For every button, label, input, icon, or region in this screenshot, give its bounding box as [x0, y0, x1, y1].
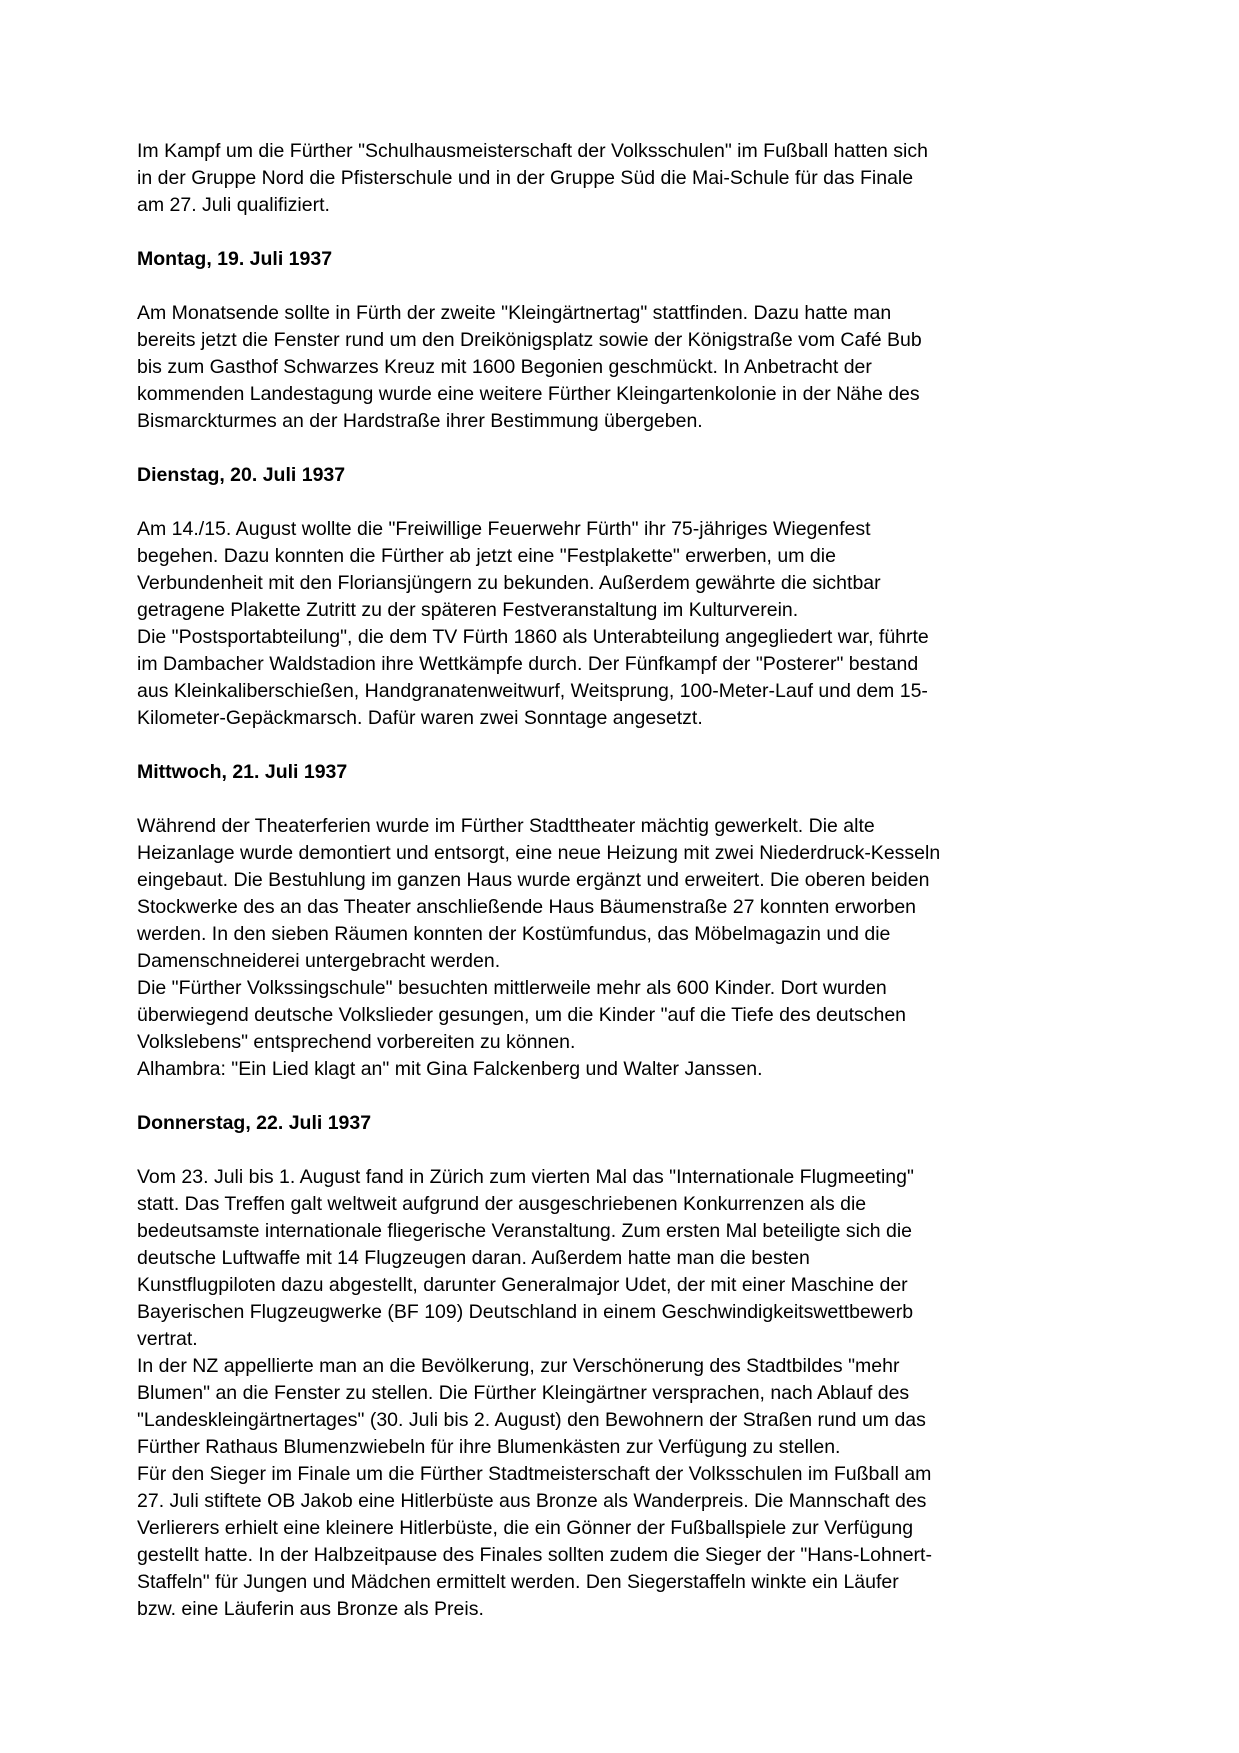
day-heading: Donnerstag, 22. Juli 1937	[137, 1112, 372, 1134]
text-line: begehen. Dazu konnten die Fürther ab jetzt eine "Festplakette" erwerben, um die	[137, 545, 836, 567]
text-line: Stockwerke des an das Theater anschließende Haus Bäumenstraße 27 konnten erworben	[137, 896, 917, 918]
day-heading: Mittwoch, 21. Juli 1937	[137, 761, 348, 783]
text-line: Verlierers erhielt eine kleinere Hitlerbüste, die ein Gönner der Fußballspiele zur Verfügung	[137, 1517, 914, 1539]
text-paragraph	[137, 516, 1111, 732]
text-paragraph	[137, 1164, 1111, 1623]
text-line: Während der Theaterferien wurde im Fürther Stadttheater mächtig gewerkelt. Die alte	[137, 815, 875, 837]
text-line: Heizanlage wurde demontiert und entsorgt, eine neue Heizung mit zwei Niederdruck-Kesseln	[137, 842, 941, 864]
text-line: Die "Postsportabteilung", die dem TV Fürth 1860 als Unterabteilung angegliedert war, führte	[137, 626, 929, 648]
text-line: Im Kampf um die Fürther "Schulhausmeisterschaft der Volksschulen" im Fußball hatten sich	[137, 140, 928, 162]
text-line: bereits jetzt die Fenster rund um den Dreikönigsplatz sowie der Königstraße vom Café Bub	[137, 329, 922, 351]
text-paragraph	[137, 138, 1111, 219]
text-line: überwiegend deutsche Volkslieder gesungen, um die Kinder "auf die Tiefe des deutschen	[137, 1004, 907, 1026]
text-line: 27. Juli stiftete OB Jakob eine Hitlerbüste aus Bronze als Wanderpreis. Die Mannschaft des	[137, 1490, 927, 1512]
text-line: Am 14./15. August wollte die "Freiwillige Feuerwehr Fürth" ihr 75-jähriges Wiegenfest	[137, 518, 871, 540]
day-heading: Montag, 19. Juli 1937	[137, 248, 333, 270]
text-line: bis zum Gasthof Schwarzes Kreuz mit 1600 Begonien geschmückt. In Anbetracht der	[137, 356, 872, 378]
text-line: Kunstflugpiloten dazu abgestellt, darunter Generalmajor Udet, der mit einer Maschine der	[137, 1274, 908, 1296]
day-heading: Dienstag, 20. Juli 1937	[137, 464, 346, 486]
text-line: Fürther Rathaus Blumenzwiebeln für ihre Blumenkästen zur Verfügung zu stellen.	[137, 1436, 841, 1458]
text-line: Vom 23. Juli bis 1. August fand in Zürich zum vierten Mal das "Internationale Flugmeeting"	[137, 1166, 914, 1188]
text-line: Alhambra: "Ein Lied klagt an" mit Gina Falckenberg und Walter Janssen.	[137, 1058, 763, 1080]
text-line: deutsche Luftwaffe mit 14 Flugzeugen daran. Außerdem hatte man die besten	[137, 1247, 810, 1269]
text-line: Kilometer-Gepäckmarsch. Dafür waren zwei Sonntage angesetzt.	[137, 707, 703, 729]
text-line: vertrat.	[137, 1328, 198, 1350]
text-line: In der NZ appellierte man an die Bevölkerung, zur Verschönerung des Stadtbildes "mehr	[137, 1355, 900, 1377]
text-line: getragene Plakette Zutritt zu der späteren Festveranstaltung im Kulturverein.	[137, 599, 799, 621]
text-line: Damenschneiderei untergebracht werden.	[137, 950, 501, 972]
text-line: bzw. eine Läuferin aus Bronze als Preis.	[137, 1598, 484, 1620]
text-line: Die "Fürther Volkssingschule" besuchten mittlerweile mehr als 600 Kinder. Dort wurden	[137, 977, 887, 999]
text-line: aus Kleinkaliberschießen, Handgranatenweitwurf, Weitsprung, 100-Meter-Lauf und dem 15-	[137, 680, 928, 702]
text-line: Staffeln" für Jungen und Mädchen ermittelt werden. Den Siegerstaffeln winkte ein Läufer	[137, 1571, 899, 1593]
text-line: am 27. Juli qualifiziert.	[137, 194, 330, 216]
document-body	[137, 138, 1111, 1623]
text-line: Volkslebens" entsprechend vorbereiten zu können.	[137, 1031, 576, 1053]
text-line: Für den Sieger im Finale um die Fürther Stadtmeisterschaft der Volksschulen im Fußball am	[137, 1463, 932, 1485]
text-line: in der Gruppe Nord die Pfisterschule und in der Gruppe Süd die Mai-Schule für das Finale	[137, 167, 914, 189]
text-line: Am Monatsende sollte in Fürth der zweite "Kleingärtnertag" stattfinden. Dazu hatte man	[137, 302, 892, 324]
text-line: statt. Das Treffen galt weltweit aufgrund der ausgeschriebenen Konkurrenzen als die	[137, 1193, 867, 1215]
text-line: Blumen" an die Fenster zu stellen. Die Fürther Kleingärtner versprachen, nach Ablauf des	[137, 1382, 910, 1404]
text-line: bedeutsamste internationale fliegerische Veranstaltung. Zum ersten Mal beteiligte sich die	[137, 1220, 913, 1242]
text-paragraph	[137, 813, 1111, 1083]
text-line: Verbundenheit mit den Floriansjüngern zu bekunden. Außerdem gewährte die sichtbar	[137, 572, 881, 594]
text-line: "Landeskleingärtnertages" (30. Juli bis 2. August) den Bewohnern der Straßen rund um das	[137, 1409, 926, 1431]
text-line: gestellt hatte. In der Halbzeitpause des Finales sollten zudem die Sieger der "Hans-Lohnert-	[137, 1544, 932, 1566]
text-paragraph	[137, 300, 1111, 435]
text-line: Bayerischen Flugzeugwerke (BF 109) Deutschland in einem Geschwindigkeitswettbewerb	[137, 1301, 914, 1323]
text-line: eingebaut. Die Bestuhlung im ganzen Haus wurde ergänzt und erweitert. Die oberen beiden	[137, 869, 930, 891]
text-line: im Dambacher Waldstadion ihre Wettkämpfe durch. Der Fünfkampf der "Posterer" bestand	[137, 653, 919, 675]
text-line: kommenden Landestagung wurde eine weitere Fürther Kleingartenkolonie in der Nähe des	[137, 383, 920, 405]
text-line: werden. In den sieben Räumen konnten der Kostümfundus, das Möbelmagazin und die	[137, 923, 891, 945]
text-line: Bismarckturmes an der Hardstraße ihrer Bestimmung übergeben.	[137, 410, 703, 432]
